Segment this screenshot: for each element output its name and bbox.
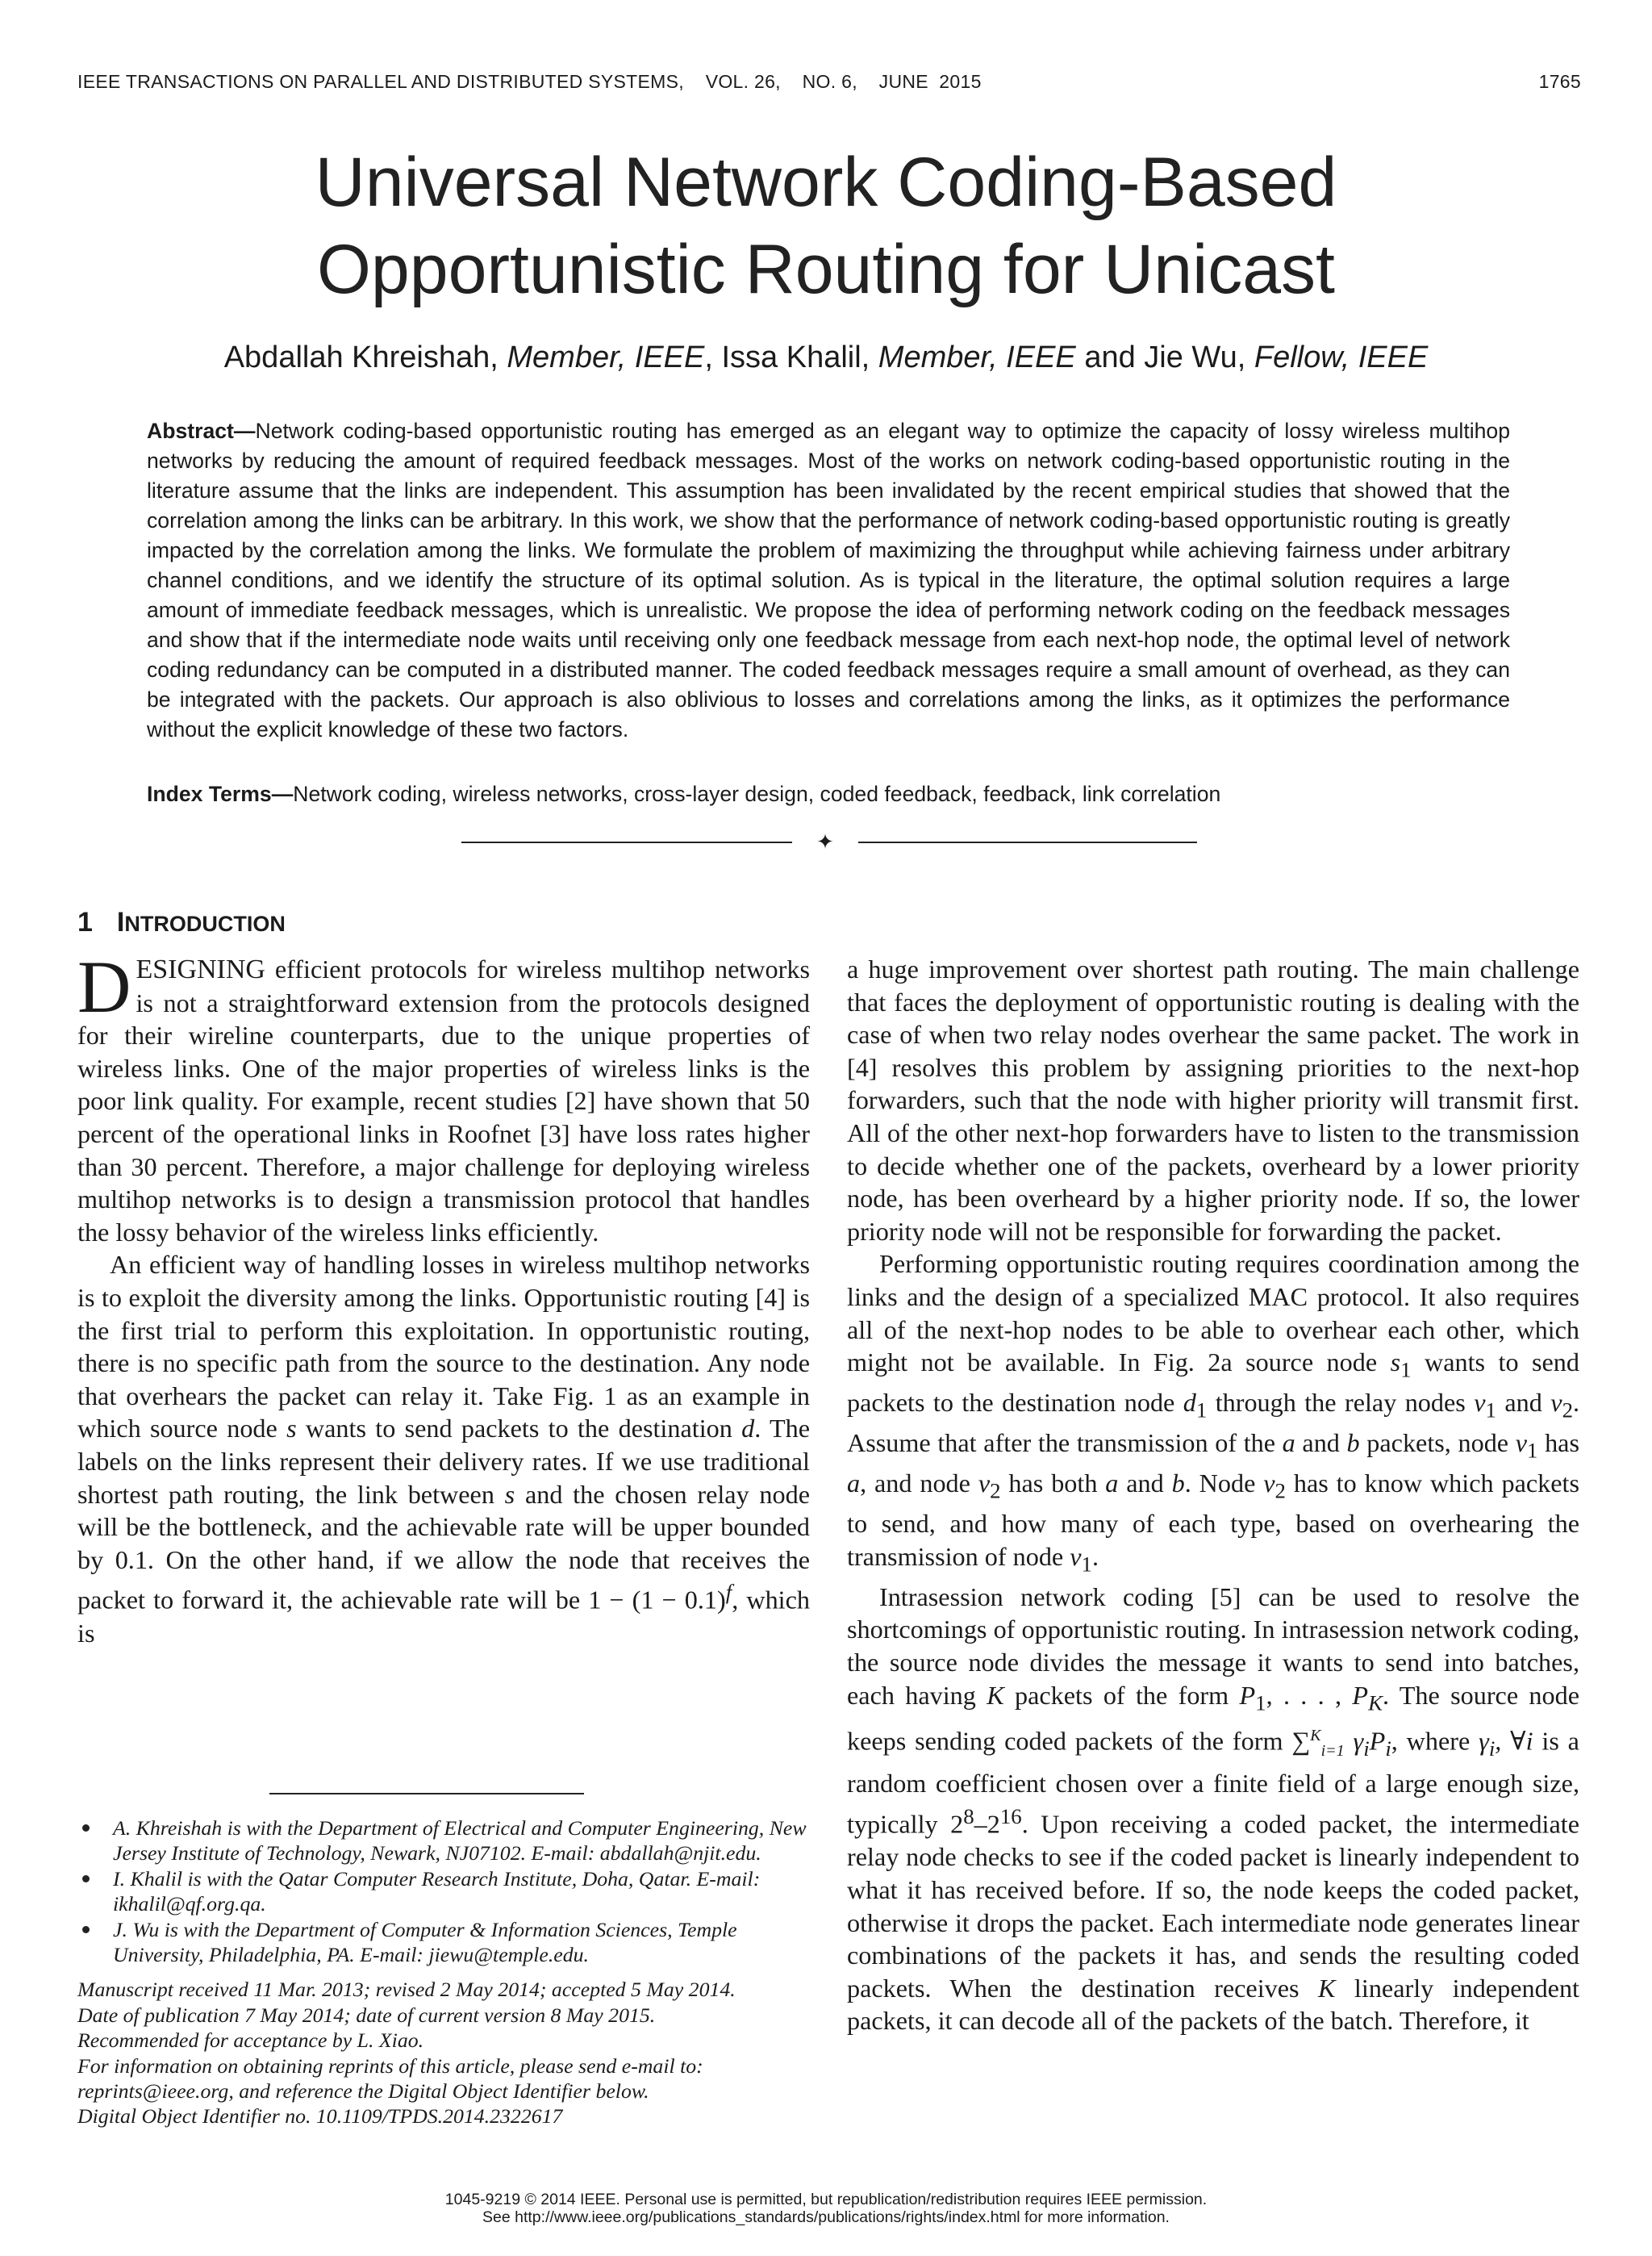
math-var: v bbox=[1550, 1388, 1562, 1418]
manuscript-dates: Manuscript received 11 Mar. 2013; revised 2 May 2014; accepted 5 May 2014. bbox=[77, 1978, 736, 2002]
text-run: . Upon receiving a coded packet, the intermediate relay node checks to see if the coded packet is linearly independent to what it has received before. If so, the node keeps the coded packet, otherwise it drops the packet. Each intermediate node generates linear combinations of the packets it has, and sends the resulting coded packets. When the destination receives bbox=[847, 1809, 1579, 2003]
math-var: P bbox=[1239, 1680, 1256, 1710]
math-var: s bbox=[286, 1414, 297, 1443]
math-var: P bbox=[1352, 1680, 1369, 1710]
text-run: , where bbox=[1391, 1726, 1479, 1756]
text-run: – bbox=[974, 1809, 987, 1839]
bullet-icon bbox=[82, 1875, 90, 1882]
journal-name: IEEE TRANSACTIONS ON PARALLEL AND DISTRIBUTED SYSTEMS, VOL. 26, NO. 6, JUNE 2015 bbox=[77, 71, 982, 92]
abstract bbox=[147, 416, 1510, 745]
math-var: v bbox=[978, 1468, 991, 1498]
footnote-affiliation-3 bbox=[77, 1917, 813, 1968]
math-var: K bbox=[1318, 1973, 1336, 2003]
math-var: P bbox=[1369, 1726, 1386, 1756]
rights-url-line: See http://www.ieee.org/publications_standards/publications/rights/index.html for more information. bbox=[482, 2208, 1170, 2226]
math-var: s bbox=[1390, 1347, 1401, 1377]
text-run: has to know which packets to send, and how many of each type, based on overhearing the transmission of node bbox=[847, 1468, 1579, 1571]
text-run: Intrasession network coding [5] can be used to resolve the shortcomings of opportunistic routing. In intrasession network coding, the source node divides the message it wants to send into batches, each having bbox=[847, 1581, 1579, 1710]
footnote-rule bbox=[269, 1793, 584, 1794]
math-subscript: 2 bbox=[990, 1478, 1001, 1503]
title-line-1: Universal Network Coding-Based bbox=[315, 144, 1337, 221]
text-run: linearly independent packets, it can decode all of the packets of the batch. Therefore, it bbox=[847, 1973, 1579, 2036]
text-run: . Node bbox=[1184, 1468, 1264, 1498]
title-line-2: Opportunistic Routing for Unicast bbox=[317, 231, 1335, 308]
author-1-role: Member, IEEE bbox=[507, 340, 705, 374]
divider-line-right bbox=[858, 842, 1197, 843]
section-number: 1 bbox=[77, 907, 93, 938]
math-var: b bbox=[1346, 1428, 1360, 1458]
abstract-text: Network coding-based opportunistic routing has emerged as an elegant way to optimize the capacity of lossy wireless multihop networks by reducing the amount of required feedback messages. Most of the works on network coding-based opportunistic routing in the literature assume that the links are independent. This assumption has been invalidated by the recent empirical studies that showed that the correlation among the links can be arbitrary. In this work, we show that the performance of network coding-based opportunistic routing is greatly impacted by the correlation among the links. We formulate the problem of maximizing the throughput while achieving fairness under arbitrary channel conditions, and we identify the structure of its optimal solution. As is typical in the literature, the optimal solution requires a large amount of immediate feedback messages, which is unrealistic. We propose the idea of performing network coding on the feedback messages and show that if the intermediate node waits until receiving only one feedback message from each next-hop node, the optimal level of network coding redundancy can be computed in a distributed manner. The coded feedback messages require a small amount of overhead, as they can be integrated with the packets. Our approach is also oblivious to losses and correlations among the links, as it optimizes the performance without the explicit knowledge of these two factors. bbox=[147, 419, 1510, 742]
index-terms-label: Index Terms— bbox=[147, 782, 294, 806]
author-2-name: , Issa Khalil, bbox=[704, 340, 878, 374]
paper-title bbox=[0, 139, 1652, 313]
text-run: . The source node keeps sending coded packets of the form bbox=[847, 1680, 1579, 1756]
math-expression: 1 − (1 − 0.1) bbox=[588, 1585, 726, 1615]
math-subscript: 2 bbox=[1274, 1478, 1286, 1503]
drop-cap: D bbox=[77, 946, 131, 1028]
math-var: b bbox=[1171, 1468, 1185, 1498]
index-terms bbox=[147, 779, 1510, 809]
sum-symbol: ∑ bbox=[1291, 1726, 1311, 1756]
reprints-email: reprints@ieee.org, and reference the Digital Object Identifier below. bbox=[77, 2079, 649, 2104]
math-superscript: 8 bbox=[963, 1804, 974, 1829]
text-run: has bbox=[1537, 1428, 1579, 1458]
bullet-icon bbox=[82, 1926, 90, 1933]
footnotes bbox=[77, 1815, 813, 2129]
text-run: packets, node bbox=[1359, 1428, 1516, 1458]
text-run: packets of the form bbox=[1003, 1680, 1240, 1710]
text-run: . bbox=[1091, 1541, 1099, 1571]
math-superscript: 16 bbox=[999, 1804, 1022, 1829]
text-run: wants to send packets to the destination node bbox=[847, 1347, 1579, 1418]
right-paragraph-1: a huge improvement over shortest path routing. The main challenge that faces the deployment of opportunistic routing is dealing with the case of when two relay nodes overhear the same packet. The work in [4] resolves this problem by assigning priorities to the next-hop forwarders, such that the node with higher priority will transmit first. All of the other next-hop forwarders have to listen to the transmission to decide whether one of the packets, overheard by a lower priority node, has been overheard by a higher priority node. If so, the lower priority node will not be responsible for forwarding the packet. bbox=[847, 955, 1579, 1246]
math-subscript: 1 bbox=[1485, 1397, 1496, 1423]
abstract-label: Abstract— bbox=[147, 419, 256, 443]
index-terms-text: Network coding, wireless networks, cross-layer design, coded feedback, feedback, link correlation bbox=[293, 782, 1221, 806]
math-subscript: 2 bbox=[1562, 1397, 1573, 1423]
right-paragraph-2 bbox=[847, 1247, 1579, 1581]
math-subscript: i bbox=[1385, 1736, 1391, 1761]
math-subscript: K bbox=[1368, 1690, 1383, 1715]
text-run: and the chosen relay node will be the bottleneck, and the achievable rate will be upper bounded by 0.1. On the other hand, if we allow the node that receives the packet to forward it, the achievable rate will be bbox=[77, 1479, 810, 1615]
text-run: . Assume that after the transmission of the bbox=[847, 1388, 1580, 1458]
math-subscript: 1 bbox=[1255, 1690, 1266, 1715]
math-var: v bbox=[1263, 1468, 1275, 1498]
math-var: a bbox=[1282, 1428, 1295, 1458]
intro-paragraph-2 bbox=[77, 1248, 810, 1649]
math-var: K bbox=[987, 1680, 1004, 1710]
math-subscript: 1 bbox=[1081, 1552, 1092, 1577]
text-run: wants to send packets to the destination bbox=[296, 1414, 742, 1443]
math-subscript: i=1 bbox=[1320, 1741, 1345, 1760]
page-number: 1765 bbox=[1538, 71, 1581, 92]
recommended-by: Recommended for acceptance by L. Xiao. bbox=[77, 2028, 424, 2053]
author-1-name: Abdallah Khreishah, bbox=[223, 340, 507, 374]
text-run: and bbox=[1496, 1388, 1551, 1418]
smallcaps-lead: ESIGNING bbox=[136, 955, 265, 984]
left-column bbox=[77, 946, 810, 1649]
math-subscript: i bbox=[1363, 1736, 1370, 1761]
math-base: 2 bbox=[950, 1809, 964, 1839]
text-run: An efficient way of handling losses in wireless multihop networks is to exploit the diversity among the links. Opportunistic routing [4] is the first trial to perform this exploitation. In opportunistic routing, there is no specific path from the source to the destination. Any node that overhears the packet can relay it. Take Fig. 1 as an example in which source node bbox=[77, 1250, 810, 1443]
math-subscript: 1 bbox=[1527, 1438, 1538, 1463]
footnote-text: A. Khreishah is with the Department of Electrical and Computer Engineering, New Jersey Institute of Technology, Newark, NJ07102. E-mail: abdallah@njit.edu. bbox=[113, 1816, 807, 1865]
math-var: a bbox=[847, 1468, 861, 1498]
math-var: s bbox=[504, 1479, 515, 1509]
math-var: d bbox=[741, 1414, 755, 1443]
copyright-footer bbox=[0, 2191, 1652, 2226]
manuscript-info bbox=[77, 1977, 813, 2129]
author-3-name: and Jie Wu, bbox=[1075, 340, 1254, 374]
intro-paragraph-1 bbox=[77, 946, 810, 1248]
right-paragraph-3 bbox=[847, 1581, 1579, 2037]
math-var: v bbox=[1515, 1428, 1528, 1458]
text-run: , which is bbox=[77, 1585, 810, 1648]
text-run: through the relay nodes bbox=[1207, 1388, 1475, 1418]
author-3-role: Fellow, IEEE bbox=[1254, 340, 1429, 374]
footnote-text: I. Khalil is with the Qatar Computer Research Institute, Doha, Qatar. E-mail: ikhalil@qf.org.qa. bbox=[113, 1866, 761, 1916]
reprints-info: For information on obtaining reprints of this article, please send e-mail to: bbox=[77, 2053, 703, 2078]
copyright-line: 1045-9219 © 2014 IEEE. Personal use is permitted, but republication/redistribution requires IEEE permission. bbox=[444, 2191, 1208, 2208]
text-run: has both bbox=[1000, 1468, 1106, 1498]
intro-p1-text: efficient protocols for wireless multihop networks is not a straightforward extension from the protocols designed for their wireline counterparts, due to the unique properties of wireless links. One of the major properties of wireless links is the poor link quality. For example, recent studies [2] have shown that 50 percent of the operational links in Roofnet [3] have loss rates higher than 30 percent. Therefore, a major challenge for deploying wireless multihop networks is to design a transmission protocol that handles the lossy behavior of the wireless links efficiently. bbox=[77, 955, 810, 1247]
math-var: v bbox=[1474, 1388, 1486, 1418]
math-var: , ∀i bbox=[1495, 1726, 1533, 1756]
math-var: a bbox=[1105, 1468, 1119, 1498]
math-subscript: 1 bbox=[1195, 1397, 1208, 1423]
math-var: v bbox=[1070, 1541, 1082, 1571]
doi: Digital Object Identifier no. 10.1109/TPDS.2014.2322617 bbox=[77, 2104, 563, 2129]
math-subscript: i bbox=[1488, 1736, 1496, 1761]
text-run: is a random coefficient chosen over a finite field of a large enough size, typically bbox=[847, 1726, 1579, 1839]
footnote-text: J. Wu is with the Department of Computer & Information Sciences, Temple University, Philadelphia, PA. E-mail: jiewu@temple.edu. bbox=[113, 1917, 737, 1967]
text-run: and bbox=[1118, 1468, 1172, 1498]
bullet-icon bbox=[82, 1824, 90, 1832]
publication-dates: Date of publication 7 May 2014; date of current version 8 May 2015. bbox=[77, 2003, 656, 2027]
math-var: d bbox=[1183, 1388, 1196, 1418]
author-list bbox=[0, 340, 1652, 375]
math-superscript: f bbox=[725, 1580, 732, 1605]
author-2-role: Member, IEEE bbox=[878, 340, 1076, 374]
text-run: . The labels on the links represent their delivery rates. If we use traditional shortest path routing, the link between bbox=[77, 1414, 810, 1509]
text-run: , and node bbox=[860, 1468, 978, 1498]
divider-line-left bbox=[461, 842, 792, 843]
text-run: and bbox=[1295, 1428, 1347, 1458]
math-superscript: K bbox=[1310, 1726, 1321, 1744]
running-head bbox=[77, 71, 1581, 93]
footnote-affiliation-1 bbox=[77, 1815, 813, 1866]
math-var: γ bbox=[1344, 1726, 1364, 1756]
math-base: 2 bbox=[987, 1809, 1000, 1839]
footnote-affiliation-2 bbox=[77, 1866, 813, 1917]
section-heading bbox=[77, 907, 286, 938]
math-subscript: 1 bbox=[1400, 1357, 1412, 1382]
section-title-first: I bbox=[116, 907, 125, 938]
text-run: Performing opportunistic routing requires coordination among the links and the design of a specialized MAC protocol. It also requires all of the next-hop nodes to be able to overhear each other, which might not be available. In Fig. 2a source node bbox=[847, 1249, 1579, 1377]
section-title-rest: NTRODUCTION bbox=[124, 912, 286, 936]
text-run: , . . . , bbox=[1266, 1680, 1353, 1710]
divider-diamond-icon: ✦ bbox=[816, 829, 834, 854]
math-var: γ bbox=[1479, 1726, 1489, 1756]
right-column bbox=[847, 953, 1579, 2037]
